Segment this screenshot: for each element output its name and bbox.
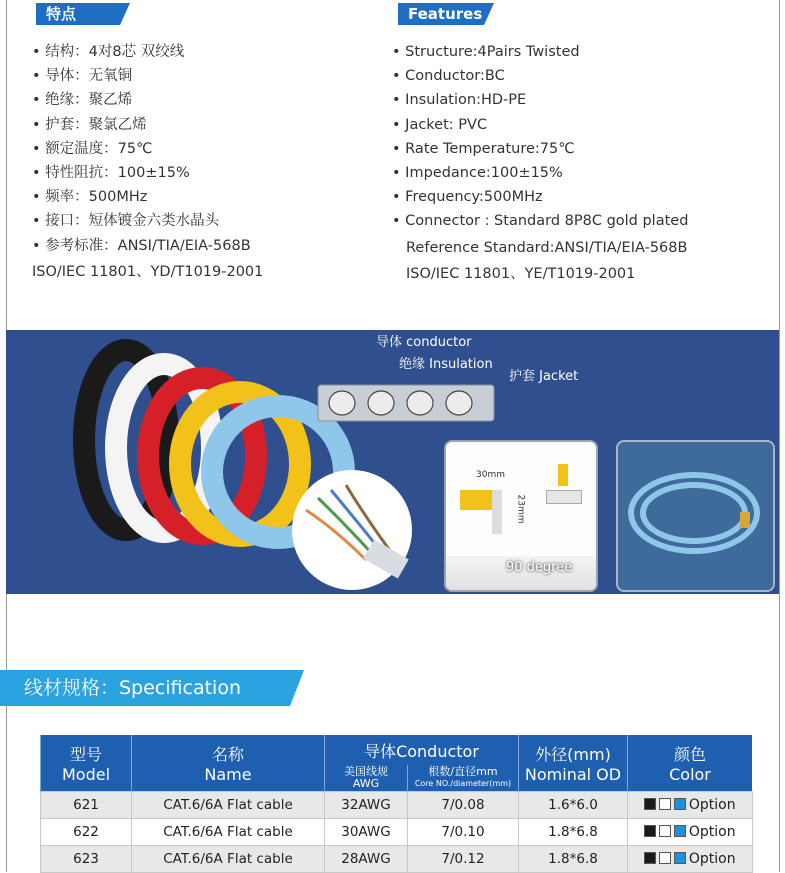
- color-option-label: Option: [688, 824, 736, 840]
- feature-cn-item: • 接口：短体镀金六类水晶头: [32, 209, 263, 233]
- cell-model: 623: [41, 846, 132, 873]
- feature-en-item: • Conductor:BC: [392, 64, 688, 88]
- feature-cn-item: • 额定温度：75℃: [32, 137, 263, 161]
- degree-label: 90 degree: [506, 560, 573, 575]
- table-row: [41, 792, 753, 819]
- color-swatch: [674, 825, 686, 837]
- cell-name: CAT.6/6A Flat cable: [132, 846, 325, 873]
- feature-en-extra2: ISO/IEC 11801、YE/T1019-2001: [406, 265, 636, 282]
- feature-cn-item: • 绝缘：聚乙烯: [32, 88, 263, 112]
- col-model-cn: 型号: [69, 745, 102, 764]
- cell-model: 621: [41, 792, 132, 819]
- color-swatch: [659, 798, 671, 810]
- col-core-cn: 根数/直径mm: [428, 765, 498, 778]
- color-swatch: [644, 798, 656, 810]
- color-swatch: [674, 852, 686, 864]
- feature-en-item: • Insulation:HD-PE: [392, 88, 688, 112]
- color-swatch: [659, 852, 671, 864]
- jacket-label: 护套 Jacket: [509, 369, 579, 384]
- color-swatch: [644, 852, 656, 864]
- feature-cn-item: • 频率：500MHz: [32, 185, 263, 209]
- col-od-en: Nominal OD: [524, 765, 622, 784]
- color-swatch: [659, 825, 671, 837]
- feature-en-item: • Rate Temperature:75℃: [392, 137, 688, 161]
- cable-banner: [6, 330, 779, 594]
- col-name-cn: 名称: [211, 745, 244, 764]
- spec-section-title: 线材规格：Specification: [0, 670, 290, 706]
- feature-cn-item: • 导体：无氧铜: [32, 64, 263, 88]
- col-color-en: Color: [669, 765, 711, 784]
- cell-name: CAT.6/6A Flat cable: [132, 819, 325, 846]
- feature-cn-item: • 参考标准：ANSI/TIA/EIA-568B: [32, 234, 263, 258]
- dim-width-label: 30mm: [476, 470, 505, 480]
- color-option-label: Option: [688, 797, 736, 813]
- col-color-cn: 颜色: [673, 745, 706, 764]
- connector-90-degree-photo: [444, 440, 598, 592]
- color-swatch: [644, 825, 656, 837]
- flat-cable-coil-photo: [616, 440, 775, 592]
- col-conductor: 导体Conductor: [325, 735, 519, 765]
- col-awg: [325, 765, 408, 792]
- insulation-label: 绝缘 Insulation: [399, 357, 493, 372]
- color-swatch: [674, 798, 686, 810]
- feature-en-item: • Impedance:100±15%: [392, 161, 688, 185]
- feature-cn-item: • 结构：4对8芯 双绞线: [32, 40, 263, 64]
- col-model-en: Model: [61, 765, 111, 784]
- cell-color: [628, 846, 753, 873]
- feature-en-item: • Jacket: PVC: [392, 113, 688, 137]
- features-cn-list: [32, 40, 263, 284]
- cell-name: CAT.6/6A Flat cable: [132, 792, 325, 819]
- cell-od: 1.8*6.8: [519, 846, 628, 873]
- cell-awg: 28AWG: [325, 846, 408, 873]
- color-option-label: Option: [688, 851, 736, 867]
- conductor-label: 导体 conductor: [376, 335, 472, 350]
- feature-cn-extra: ISO/IEC 11801、YD/T1019-2001: [32, 263, 264, 280]
- cell-model: 622: [41, 819, 132, 846]
- col-od: [519, 735, 628, 792]
- cell-od: 1.6*6.0: [519, 792, 628, 819]
- features-en-list: [392, 40, 688, 286]
- dim-height-label: 23mm: [515, 494, 526, 524]
- col-model: [41, 735, 132, 792]
- cell-od: 1.8*6.8: [519, 819, 628, 846]
- spec-table: [40, 735, 753, 873]
- cell-awg: 30AWG: [325, 819, 408, 846]
- col-core: [408, 765, 519, 792]
- feature-en-item: • Connector : Standard 8P8C gold plated: [392, 209, 688, 233]
- feature-cn-item: • 特性阻抗：100±15%: [32, 161, 263, 185]
- feature-en-item: • Frequency:500MHz: [392, 185, 688, 209]
- cell-awg: 32AWG: [325, 792, 408, 819]
- cell-core: 7/0.10: [408, 819, 519, 846]
- features-cn-tag: 特点: [36, 3, 120, 25]
- feature-en-extra1: Reference Standard:ANSI/TIA/EIA-568B: [406, 239, 688, 256]
- table-row: [41, 819, 753, 846]
- table-row: [41, 846, 753, 873]
- cell-color: [628, 819, 753, 846]
- col-awg-en: AWG: [352, 777, 380, 790]
- feature-en-item: • Structure:4Pairs Twisted: [392, 40, 688, 64]
- feature-cn-item: • 护套：聚氯乙烯: [32, 113, 263, 137]
- col-core-en: Core NO./diameter(mm): [414, 779, 512, 788]
- col-color: [628, 735, 753, 792]
- cell-color: [628, 792, 753, 819]
- features-en-tag: Features: [398, 3, 484, 25]
- page-border-right: [779, 0, 780, 872]
- col-name: [132, 735, 325, 792]
- cell-core: 7/0.08: [408, 792, 519, 819]
- col-awg-cn: 美国线规: [344, 765, 388, 778]
- col-name-en: Name: [204, 765, 252, 784]
- col-od-cn: 外径(mm): [535, 745, 611, 764]
- cell-core: 7/0.12: [408, 846, 519, 873]
